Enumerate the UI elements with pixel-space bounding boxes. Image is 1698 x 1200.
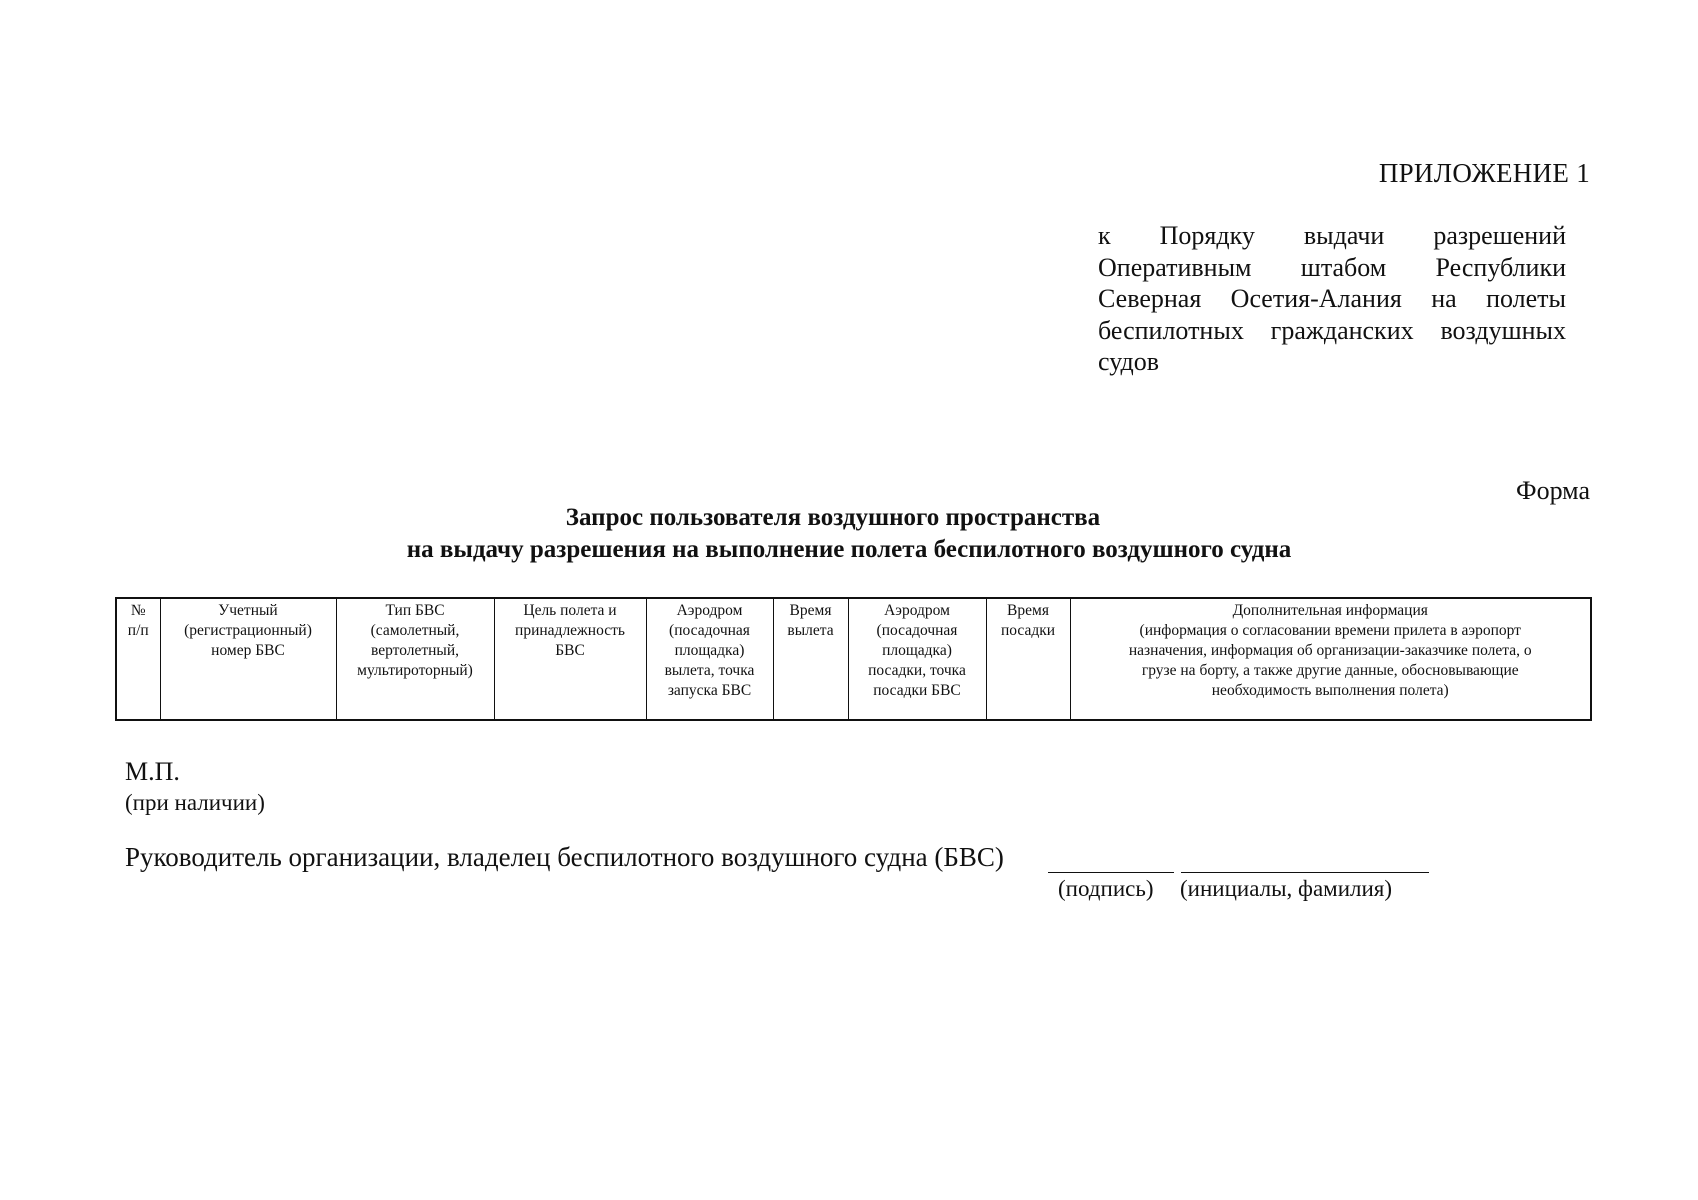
document-title-line-1: Запрос пользователя воздушного пространства [565,504,1101,531]
appendix-title: ПРИЛОЖЕНИЕ 1 [1378,158,1590,188]
column-header-uav-type: Тип БВС (самолетный, вертолетный, мультироторный) [336,598,494,720]
column-header-landing-time: Время посадки [986,598,1070,720]
request-table [115,597,1592,721]
stamp-label: М.П. [125,757,180,786]
table-header-row [116,598,1591,720]
name-caption: (инициалы, фамилия) [1180,876,1393,901]
name-line [1181,872,1429,873]
document-title-line-2: на выдачу разрешения на выполнение полета беспилотного воздушного судна [406,536,1292,563]
document-title [0,502,1698,566]
column-header-departure-time: Время вылета [773,598,848,720]
column-header-flight-purpose: Цель полета и принадлежность БВС [494,598,646,720]
form-label: Форма [1516,476,1590,505]
stamp-note: (при наличии) [125,790,265,815]
appendix-reference: к Порядку выдачи разрешений Оперативным штабом Республики Северная Осетия-Алания на полеты беспилотных гражданских воздушных судов [1098,221,1566,376]
column-header-additional-info: Дополнительная информация (информация о согласовании времени прилета в аэропорт назначения, информация об организации-заказчике полета, о грузе на борту, а также другие данные, обосновывающие необходимость выполнения полета) [1070,598,1591,720]
column-header-departure-aerodrome: Аэродром (посадочная площадка) вылета, точка запуска БВС [646,598,773,720]
column-header-registration-number: Учетный (регистрационный) номер БВС [160,598,336,720]
column-header-landing-aerodrome: Аэродром (посадочная площадка) посадки, точка посадки БВС [848,598,986,720]
signature-line [1048,872,1174,873]
stamp-block [125,756,265,818]
column-header-number: № п/п [116,598,160,720]
signer-label: Руководитель организации, владелец беспилотного воздушного судна (БВС) [125,842,1004,872]
signature-caption: (подпись) [1058,876,1154,901]
